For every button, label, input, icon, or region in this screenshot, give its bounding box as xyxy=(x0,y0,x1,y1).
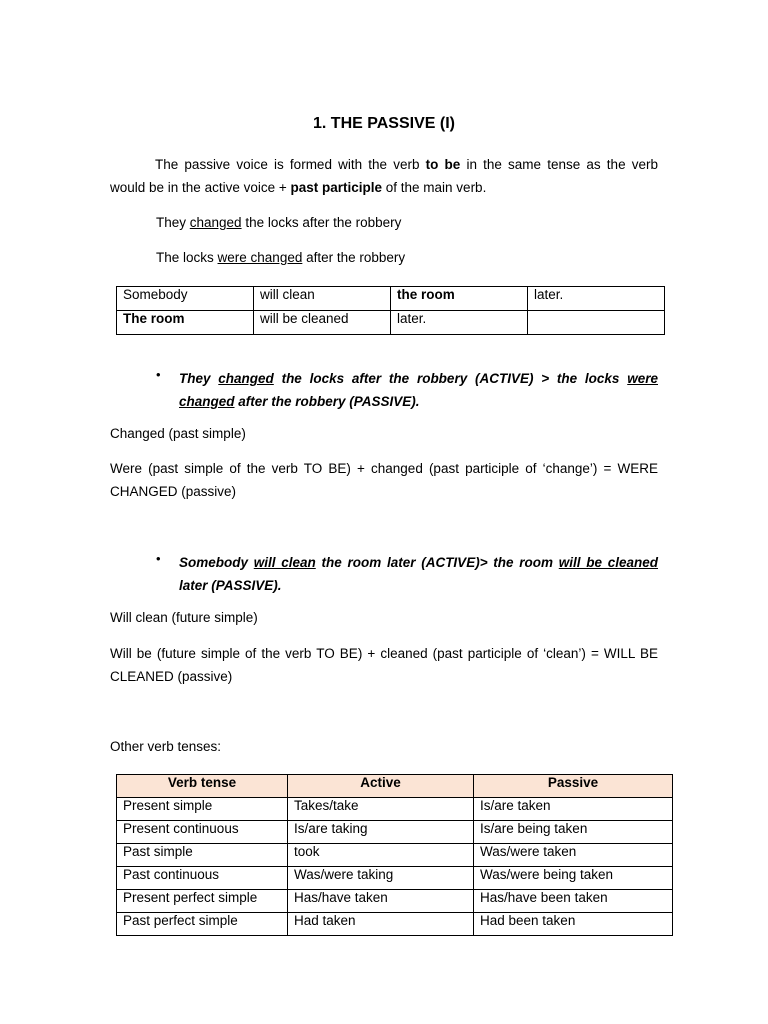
table-cell: took xyxy=(288,844,474,867)
table-cell: the room xyxy=(391,287,528,311)
intro-bold-1: to be xyxy=(425,157,461,172)
table-row xyxy=(117,867,673,890)
table-cell xyxy=(528,311,665,335)
table-header-row xyxy=(117,775,673,798)
bullet-icon: • xyxy=(156,367,161,382)
table-cell: Was/were being taken xyxy=(474,867,673,890)
bullet2-active-verb: will clean xyxy=(253,555,316,570)
page-title: 1. THE PASSIVE (I) xyxy=(313,115,455,132)
example-active xyxy=(156,211,401,234)
note-will-clean: Will clean (future simple) xyxy=(110,610,258,625)
table-cell: Past continuous xyxy=(117,867,288,890)
intro-text-2: in the same tense as the verb would be in the active voice + xyxy=(110,157,658,195)
table-row xyxy=(117,821,673,844)
column-header: Active xyxy=(288,775,474,798)
note-were-changed: Were (past simple of the verb TO BE) + changed (past participle of ‘change’) = WERE CHANGED (passive) xyxy=(110,461,658,499)
table-cell: will be cleaned xyxy=(254,311,391,335)
table-cell: Is/are being taken xyxy=(474,821,673,844)
table-cell: Had taken xyxy=(288,913,474,936)
bullet1-active-verb: changed xyxy=(218,371,274,386)
example-passive-text-a: The locks xyxy=(156,250,218,265)
table-cell: Past perfect simple xyxy=(117,913,288,936)
example-passive-text-b: after the robbery xyxy=(302,250,406,265)
table-cell: Has/have been taken xyxy=(474,890,673,913)
table-row xyxy=(117,311,665,335)
bullet1-text-a: They xyxy=(179,371,219,386)
bullet1-passive-verb: were changed xyxy=(179,371,658,409)
verb-tense-table xyxy=(116,774,673,936)
table-cell: Is/are taking xyxy=(288,821,474,844)
table-cell: Present perfect simple xyxy=(117,890,288,913)
table-cell: Is/are taken xyxy=(474,798,673,821)
table-cell: later. xyxy=(528,287,665,311)
intro-paragraph xyxy=(110,153,658,199)
intro-text-3: of the main verb. xyxy=(382,180,487,195)
column-header: Passive xyxy=(474,775,673,798)
example-active-text-a: They xyxy=(156,215,190,230)
bullet2-passive-verb: will be cleaned xyxy=(558,555,659,570)
table-cell: The room xyxy=(117,311,254,335)
bullet2-text-a: Somebody xyxy=(179,555,254,570)
table-cell: Takes/take xyxy=(288,798,474,821)
column-header: Verb tense xyxy=(117,775,288,798)
table-cell: Present continuous xyxy=(117,821,288,844)
intro-bold-2: past participle xyxy=(290,180,383,195)
note-changed: Changed (past simple) xyxy=(110,426,246,441)
example-active-verb: changed xyxy=(189,215,242,230)
intro-text-1: The passive voice is formed with the verb xyxy=(155,157,426,172)
table-cell: Somebody xyxy=(117,287,254,311)
table-cell: later. xyxy=(391,311,528,335)
example-active-text-b: the locks after the robbery xyxy=(241,215,402,230)
note-will-be-cleaned: Will be (future simple of the verb TO BE) + cleaned (past participle of ‘clean’) = WILL BE CLEANED (passive) xyxy=(110,646,658,684)
table-row xyxy=(117,844,673,867)
table-cell: Had been taken xyxy=(474,913,673,936)
table-row xyxy=(117,287,665,311)
table-row xyxy=(117,890,673,913)
bullet-icon: • xyxy=(156,551,161,566)
bullet2-text-c: later (PASSIVE). xyxy=(179,578,282,593)
example-passive-verb: were changed xyxy=(217,250,303,265)
table-row xyxy=(117,798,673,821)
example-passive xyxy=(156,246,405,269)
table-cell: Past simple xyxy=(117,844,288,867)
table-cell: Has/have taken xyxy=(288,890,474,913)
bullet1-text-b: the locks after the robbery (ACTIVE) > the locks xyxy=(273,371,628,386)
other-tenses-label: Other verb tenses: xyxy=(110,739,222,754)
bullet1-text-c: after the robbery (PASSIVE). xyxy=(234,394,420,409)
table-cell: Present simple xyxy=(117,798,288,821)
table-row xyxy=(117,913,673,936)
bullet-example-2 xyxy=(179,551,658,597)
table-cell: Was/were taken xyxy=(474,844,673,867)
bullet-example-1 xyxy=(179,367,658,413)
bullet2-text-b: the room later (ACTIVE)> the room xyxy=(315,555,559,570)
table-cell: will clean xyxy=(254,287,391,311)
active-passive-table xyxy=(116,286,665,335)
table-cell: Was/were taking xyxy=(288,867,474,890)
